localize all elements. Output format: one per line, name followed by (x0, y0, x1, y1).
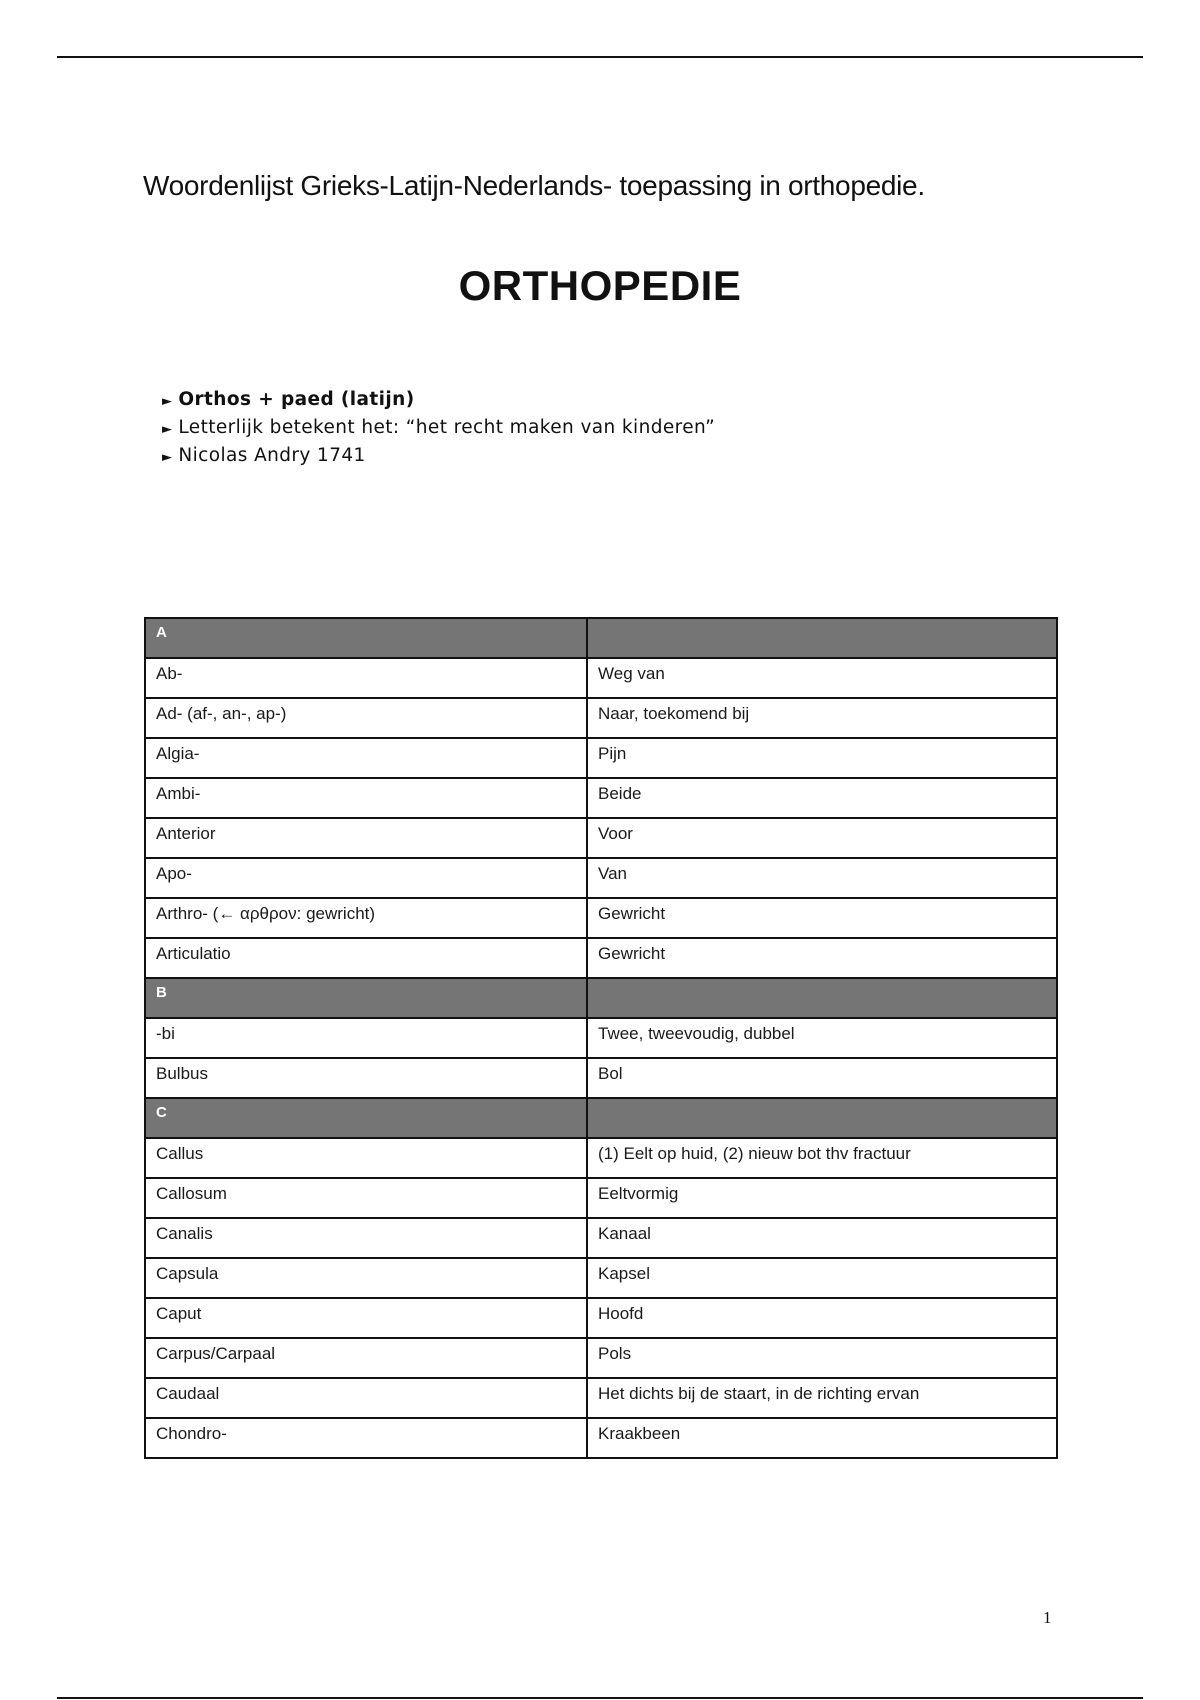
bullet-item (162, 445, 715, 473)
table-row (145, 658, 1057, 698)
term-cell: Callus (145, 1138, 587, 1178)
table-row (145, 738, 1057, 778)
term-cell: Capsula (145, 1258, 587, 1298)
bullet-text: Nicolas Andry 1741 (178, 445, 366, 466)
meaning-cell: Kanaal (587, 1218, 1057, 1258)
table-row (145, 1338, 1057, 1378)
meaning-cell: Van (587, 858, 1057, 898)
table-row (145, 1298, 1057, 1338)
document-title: Woordenlijst Grieks-Latijn-Nederlands- toepassing in orthopedie. (143, 170, 925, 201)
term-cell: -bi (145, 1018, 587, 1058)
section-letter: A (145, 618, 587, 658)
term-cell: Caudaal (145, 1378, 587, 1418)
section-header-row (145, 618, 1057, 658)
table-row (145, 1138, 1057, 1178)
table-row (145, 1218, 1057, 1258)
meaning-cell: Pijn (587, 738, 1057, 778)
top-rule (57, 56, 1143, 58)
term-cell: Algia- (145, 738, 587, 778)
term-cell: Bulbus (145, 1058, 587, 1098)
meaning-cell: Beide (587, 778, 1057, 818)
section-header-row (145, 1098, 1057, 1138)
section-blank-cell (587, 1098, 1057, 1138)
meaning-cell: Voor (587, 818, 1057, 858)
table-row (145, 1178, 1057, 1218)
term-cell: Apo- (145, 858, 587, 898)
table-row (145, 1018, 1057, 1058)
table-row (145, 778, 1057, 818)
meaning-cell: Bol (587, 1058, 1057, 1098)
bottom-rule (57, 1697, 1143, 1699)
section-blank-cell (587, 978, 1057, 1018)
meaning-cell: Kraakbeen (587, 1418, 1057, 1458)
term-cell: Ad- (af-, an-, ap-) (145, 698, 587, 738)
table-row (145, 698, 1057, 738)
meaning-cell: Pols (587, 1338, 1057, 1378)
table-row (145, 1258, 1057, 1298)
section-letter: C (145, 1098, 587, 1138)
main-heading: ORTHOPEDIE (458, 262, 742, 309)
meaning-cell: Twee, tweevoudig, dubbel (587, 1018, 1057, 1058)
bullet-item (162, 389, 715, 417)
bullet-text: Orthos + paed (latijn) (178, 389, 415, 410)
term-cell: Caput (145, 1298, 587, 1338)
term-cell: Carpus/Carpaal (145, 1338, 587, 1378)
meaning-cell: Gewricht (587, 938, 1057, 978)
bullet-arrow-icon: ► (162, 450, 173, 465)
section-letter: B (145, 978, 587, 1018)
meaning-cell: Kapsel (587, 1258, 1057, 1298)
table-row (145, 1378, 1057, 1418)
page-number: 1 (1043, 1608, 1052, 1627)
term-cell: Ab- (145, 658, 587, 698)
intro-bullet-list (162, 389, 715, 473)
table-row (145, 898, 1057, 938)
term-cell: Chondro- (145, 1418, 587, 1458)
section-blank-cell (587, 618, 1057, 658)
bullet-item (162, 417, 715, 445)
meaning-cell: Het dichts bij de staart, in de richting ervan (587, 1378, 1057, 1418)
term-cell: Arthro- (← αρθρον: gewricht) (145, 898, 587, 938)
meaning-cell: Eeltvormig (587, 1178, 1057, 1218)
meaning-cell: Naar, toekomend bij (587, 698, 1057, 738)
meaning-cell: Gewricht (587, 898, 1057, 938)
bullet-arrow-icon: ► (162, 394, 173, 409)
term-cell: Ambi- (145, 778, 587, 818)
bullet-text: Letterlijk betekent het: “het recht maken van kinderen” (178, 417, 716, 438)
section-header-row (145, 978, 1057, 1018)
table-row (145, 1058, 1057, 1098)
table-row (145, 858, 1057, 898)
table-row (145, 938, 1057, 978)
glossary-table (144, 617, 1058, 1459)
term-cell: Callosum (145, 1178, 587, 1218)
meaning-cell: (1) Eelt op huid, (2) nieuw bot thv fractuur (587, 1138, 1057, 1178)
meaning-cell: Hoofd (587, 1298, 1057, 1338)
term-cell: Canalis (145, 1218, 587, 1258)
meaning-cell: Weg van (587, 658, 1057, 698)
term-cell: Anterior (145, 818, 587, 858)
term-cell: Articulatio (145, 938, 587, 978)
bullet-arrow-icon: ► (162, 422, 173, 437)
table-row (145, 818, 1057, 858)
table-row (145, 1418, 1057, 1458)
